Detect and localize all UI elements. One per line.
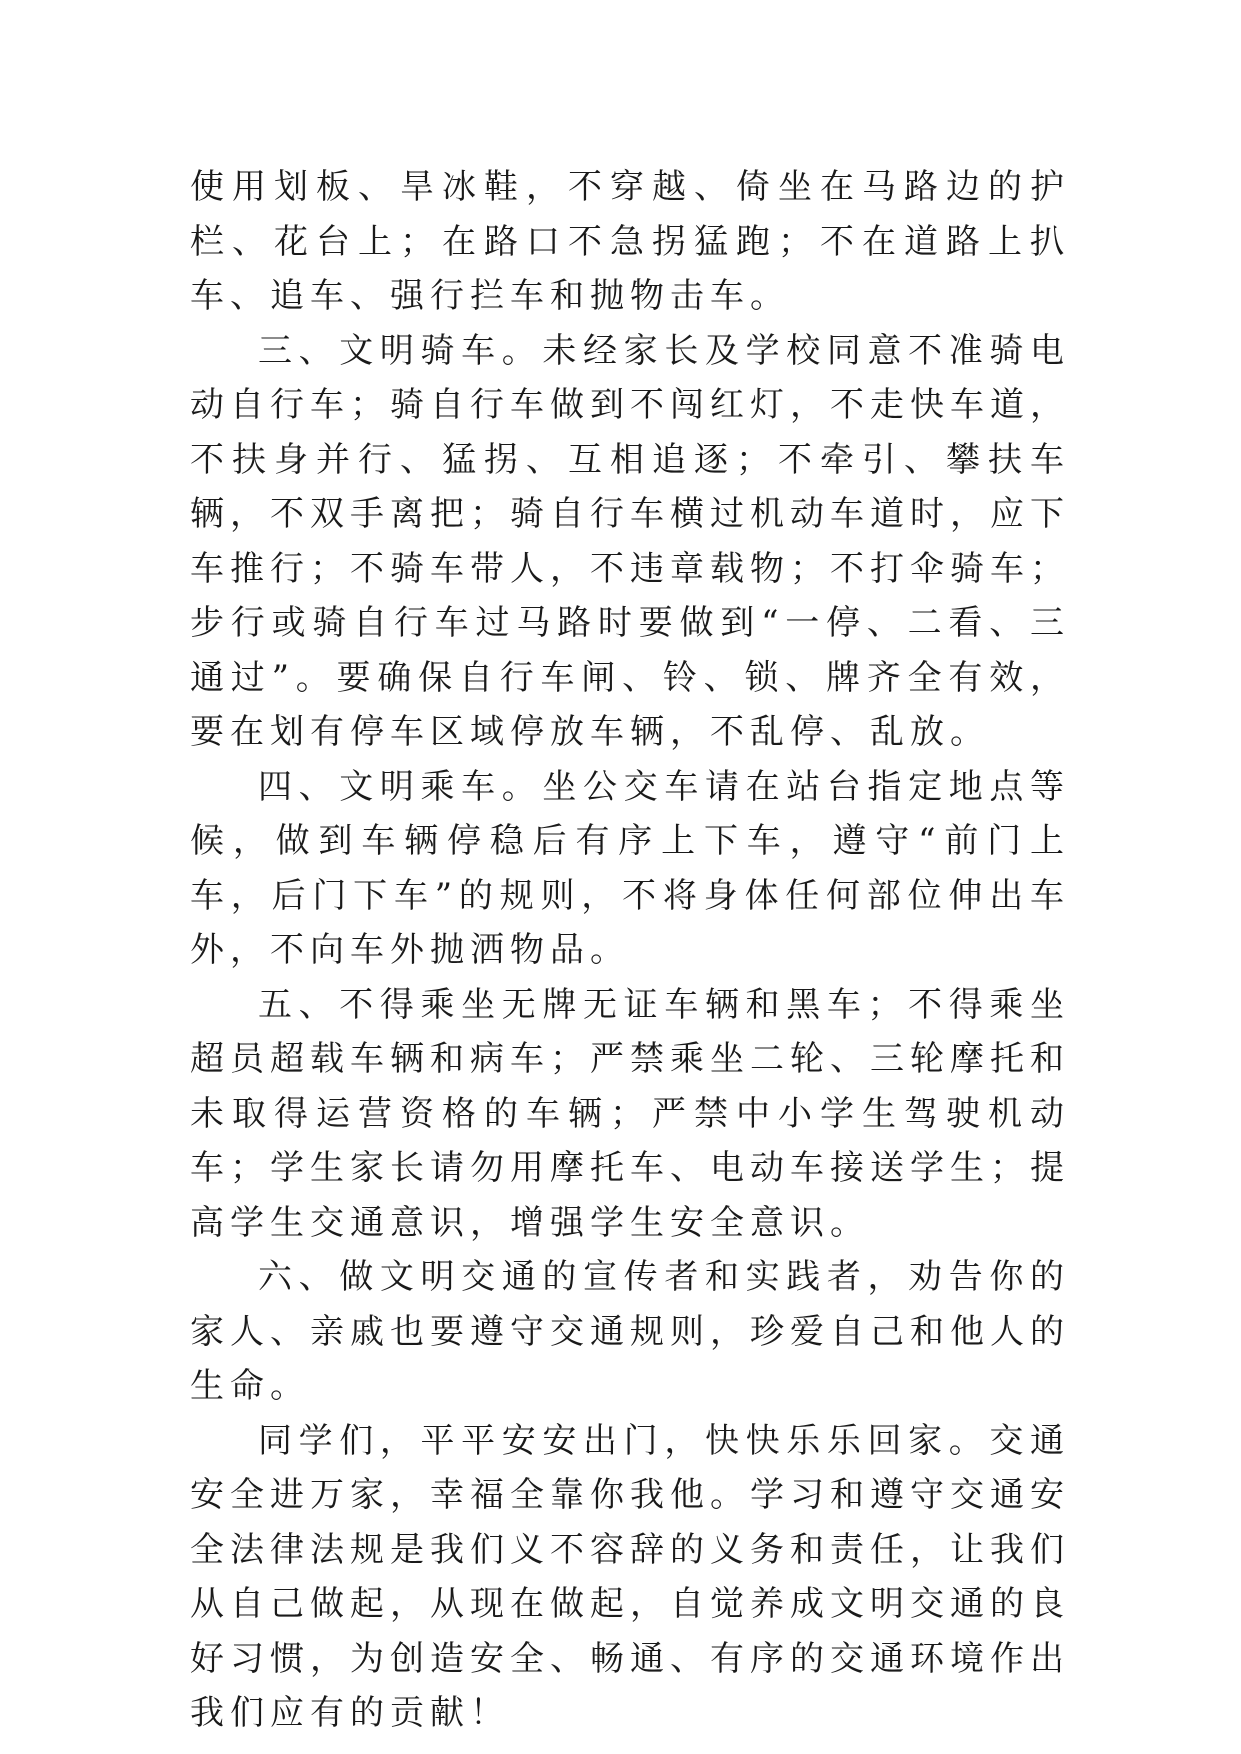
paragraph-closing-appeal: 同学们，平平安安出门，快快乐乐回家。交通安全进万家，幸福全靠你我他。学习和遵守交通安全法律法规是我们义不容辞的义务和责任，让我们从自己做起，从现在做起，自觉养成文明交通的良好习惯，为创造安全、畅通、有序的交通环境作出我们应有的贡献！ — [190, 1420, 1070, 1733]
paragraph-civilized-cycling: 三、文明骑车。未经家长及学校同意不准骑电动自行车；骑自行车做到不闯红灯，不走快车道，不扶身并行、猛拐、互相追逐；不牵引、攀扶车辆，不双手离把；骑自行车横过机动车道时，应下车推行；不骑车带人，不违章载物；不打伞骑车；步行或骑自行车过马路时要做到“一停、二看、三通过”。要确保自行车闸、铃、锁、牌齐全有效，要在划有停车区域停放车辆，不乱停、乱放。 — [190, 330, 1070, 752]
paragraph-continued-footpath-rules: 使用划板、旱冰鞋，不穿越、倚坐在马路边的护栏、花台上；在路口不急拐猛跑；不在道路上扒车、追车、强行拦车和抛物击车。 — [190, 167, 1070, 316]
document-body — [190, 160, 1070, 1741]
paragraph-unlicensed-vehicles: 五、不得乘坐无牌无证车辆和黑车；不得乘坐超员超载车辆和病车；严禁乘坐二轮、三轮摩托和未取得运营资格的车辆；严禁中小学生驾驶机动车；学生家长请勿用摩托车、电动车接送学生；提高学生交通意识，增强学生安全意识。 — [190, 984, 1070, 1243]
paragraph-civilized-riding-bus: 四、文明乘车。坐公交车请在站台指定地点等候，做到车辆停稳后有序上下车，遵守“前门上车，后门下车”的规则，不将身体任何部位伸出车外，不向车外抛洒物品。 — [190, 766, 1070, 970]
paragraph-promote-civilized-traffic: 六、做文明交通的宣传者和实践者，劝告你的家人、亲戚也要遵守交通规则，珍爱自己和他人的生命。 — [190, 1257, 1070, 1406]
